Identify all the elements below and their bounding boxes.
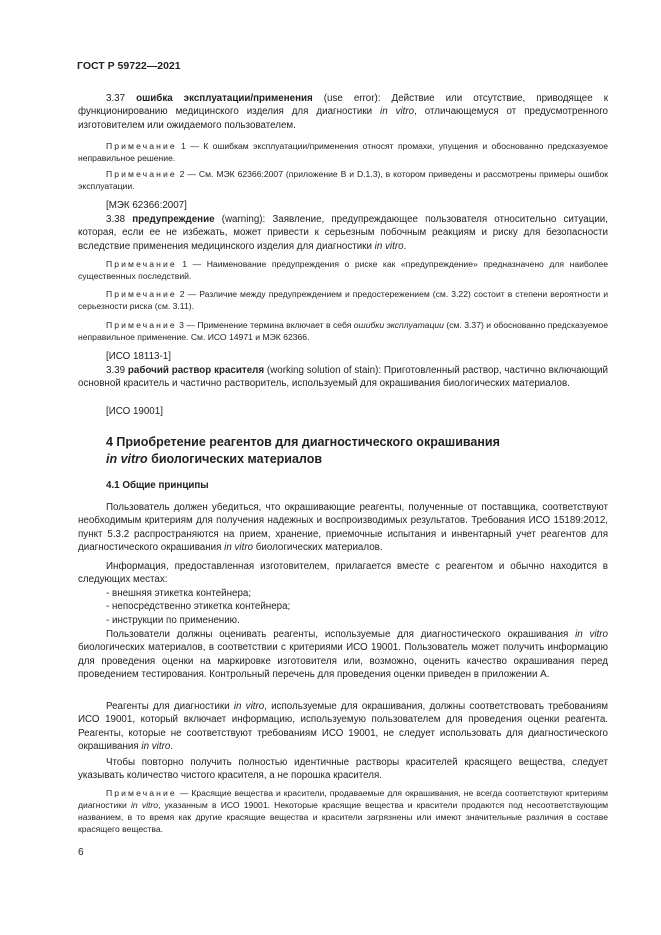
list-item: - инструкции по применению. xyxy=(106,614,240,626)
note-2: Примечание 2 — См. МЭК 62366:2007 (приложение В и D.1.3), в котором приведены и рассмотрены примеры ошибок эксплуатации. xyxy=(78,169,608,191)
list-item: - непосредственно этикетка контейнера; xyxy=(106,601,291,613)
paragraph-3: Пользователи должны оценивать реагенты, используемые для диагностического окрашивания in vitro биологических материалов, в соответствии с критериями ИСО 19001. Пользователь может получить информацию для проведения оценки на маркировке изготовителя или, возможно, оценить качество окрашивания перед проведением тестирования. Контрольный перечень для проведения оценки приведен в приложении А. xyxy=(78,629,608,681)
note-3: Примечание 1 — Наименование предупреждения о риске как «предупреждение» предназначено для наиболее существенных последствий. xyxy=(78,259,608,281)
document-header: ГОСТ Р 59722—2021 xyxy=(77,60,181,72)
subsection-heading-4-1: 4.1 Общие принципы xyxy=(106,480,209,491)
term-3-37: 3.37 ошибка эксплуатации/применения (use error): Действие или отсутствие, приводящее к функционированию медицинского изделия для диагностики in vitro, отличающемуся от предусмотренного изготовителем или ожидаемого пользователем. xyxy=(78,93,609,131)
note-5: Примечание 3 — Применение термина включает в себя ошибки эксплуатации (см. 3.37) и обоснованно предсказуемое неправильное применение. См. ИСО 14971 и МЭК 62366. xyxy=(78,320,608,342)
reference: [ИСО 19001] xyxy=(106,406,163,417)
term-name: ошибка эксплуатации/применения xyxy=(136,93,313,104)
note-4: Примечание 2 — Различие между предупреждением и предостережением (см. 3.22) состоит в степени вероятности и серьезности риска (см. 3.11). xyxy=(78,289,608,311)
term-3-38: 3.38 предупреждение (warning): Заявление, предупреждающее пользователя относительно ситуации, которая, если ее не избежать, может привести к серьезным побочным реакциям и риску для безопасности вследствие применения медицинского изделия для диагностики in vitro. xyxy=(78,214,608,252)
page-number: 6 xyxy=(78,847,84,858)
paragraph-2: Информация, предоставленная изготовителем, прилагается вместе с реагентом и обычно находится в следующих местах: xyxy=(78,561,608,586)
reference: [МЭК 62366:2007] xyxy=(106,200,187,211)
term-name: рабочий раствор красителя xyxy=(127,365,265,376)
note-1: Примечание 1 — К ошибкам эксплуатации/применения относят промахи, упущения и обоснованно предсказуемое неправильное решение. xyxy=(78,141,608,163)
paragraph-5: Чтобы повторно получить полностью идентичные растворы красителей красящего вещества, следует указывать количество чистого красителя, а не порошка красителя. xyxy=(78,757,608,782)
note-6: Примечание — Красящие вещества и красители, продаваемые для окрашивания, не всегда соответствуют критериям диагностики in vitro, указанным в ИСО 19001. Некоторые красящие вещества и красители продаются под несоответствующим названием, в то время как другие красящие вещества и красители загрязнены или имеют значительные различия в составе красящего вещества. xyxy=(78,788,608,834)
list-item: - внешняя этикетка контейнера; xyxy=(106,588,252,599)
paragraph-4: Реагенты для диагностики in vitro, используемые для окрашивания, должны соответствовать требованиям ИСО 19001, который включает информацию, используемую пользователем для проведения оценки реагента. Реагенты, которые не соответствуют требованиям ИСО 19001, не следует использовать для диагностического окрашивания in vitro. xyxy=(78,701,609,753)
reference: [ИСО 18113-1] xyxy=(106,351,171,362)
term-name: предупреждение xyxy=(132,214,215,225)
bullet-list xyxy=(78,587,608,627)
paragraph-1: Пользователь должен убедиться, что окрашивающие реагенты, полученные от поставщика, соответствуют необходимым критериям для получения надежных и воспроизводимых результатов. Требования ИСО 15189:2012, пункт 5.3.2 распространяются на прием, хранение, приемочные испытания и инвентарный учет реагентов для диагностического окрашивания in vitro биологических материалов. xyxy=(78,502,608,554)
term-3-39: 3.39 рабочий раствор красителя (working solution of stain): Приготовленный раствор, частично включающий основной краситель и частично растворитель, используемый для окрашивания биологических материалов. xyxy=(78,365,608,390)
section-heading-4: 4 Приобретение реагентов для диагностического окрашивания in vitro биологических материалов xyxy=(106,435,500,466)
